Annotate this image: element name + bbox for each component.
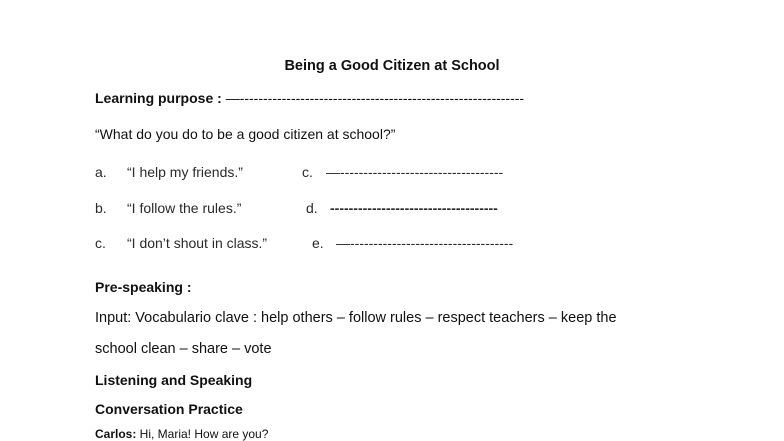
pre-speaking-heading: Pre-speaking :: [95, 279, 192, 295]
option-letter: c.: [302, 164, 313, 180]
option-text: “I don’t shout in class.”: [127, 235, 268, 251]
option-text: “I help my friends.”: [127, 164, 243, 180]
option-letter: d.: [306, 200, 318, 216]
option-a: [95, 164, 243, 180]
learning-purpose-line: [95, 90, 524, 106]
option-letter: b.: [95, 200, 107, 216]
option-blank-e: [312, 235, 513, 251]
option-letter: e.: [312, 235, 324, 251]
listening-speaking-heading: Listening and Speaking: [95, 372, 253, 388]
worksheet-title: Being a Good Citizen at School: [284, 58, 500, 74]
conversation-practice-heading: Conversation Practice: [95, 401, 243, 417]
guiding-question: “What do you do to be a good citizen at school?”: [95, 126, 396, 142]
dialogue-line: [95, 427, 268, 441]
vocabulary-input-line-1: Input: Vocabulario clave : help others – follow rules – respect teachers – keep the: [95, 310, 617, 326]
vocabulary-input-line-2: school clean – share – vote: [95, 341, 272, 357]
dialogue-text: Hi, Maria! How are you?: [136, 427, 269, 441]
option-text: “I follow the rules.”: [127, 200, 242, 216]
learning-purpose-label: Learning purpose :: [95, 90, 222, 106]
answer-blank: —-----------------------------------: [326, 164, 504, 180]
dialogue-speaker: Carlos:: [95, 427, 137, 441]
answer-blank: ------------------------------------: [330, 200, 498, 216]
option-letter: c.: [95, 235, 106, 251]
option-blank-d: [306, 200, 498, 216]
learning-purpose-blank: —-------------------------------------------------------------: [225, 90, 525, 106]
answer-blank: —-----------------------------------: [336, 235, 514, 251]
option-c: [95, 235, 267, 251]
option-blank-c: [302, 164, 503, 180]
option-letter: a.: [95, 164, 107, 180]
option-b: [95, 200, 241, 216]
